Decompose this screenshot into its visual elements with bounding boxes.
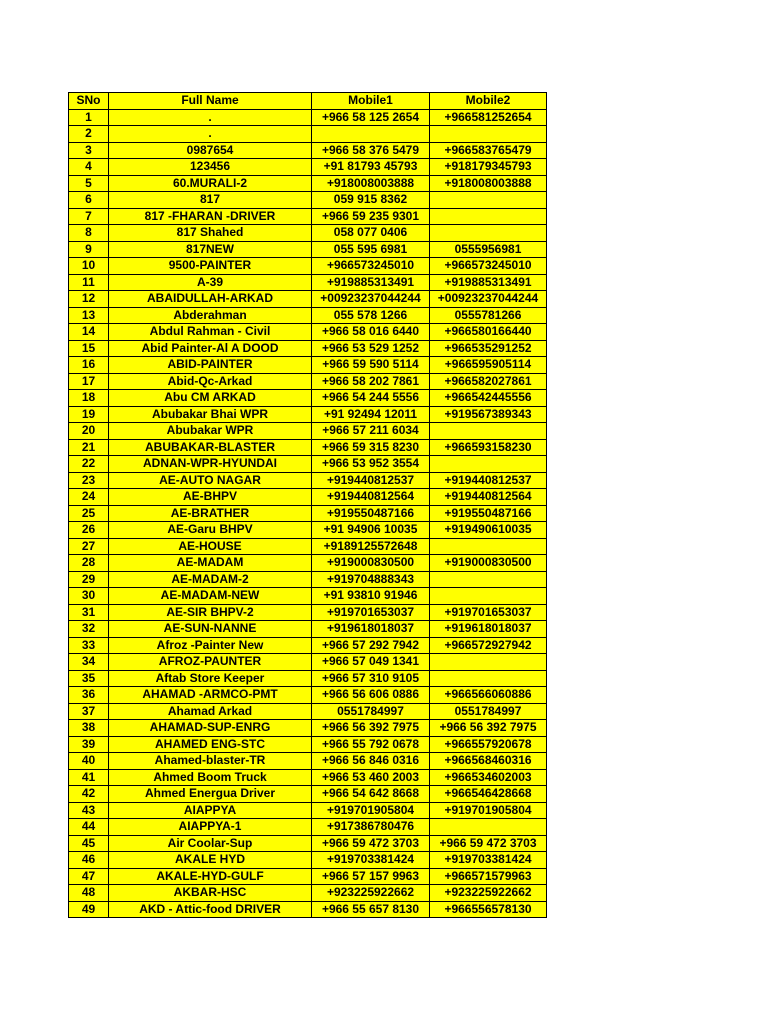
table-row xyxy=(69,588,547,605)
table-row xyxy=(69,604,547,621)
cell-sno: 35 xyxy=(69,670,109,687)
cell-full-name: Afroz -Painter New xyxy=(109,637,312,654)
cell-full-name: ADNAN-WPR-HYUNDAI xyxy=(109,456,312,473)
cell-mobile2: +919567389343 xyxy=(430,406,547,423)
cell-sno: 8 xyxy=(69,225,109,242)
cell-mobile1: +966573245010 xyxy=(312,258,430,275)
cell-mobile2: +919550487166 xyxy=(430,505,547,522)
cell-mobile1: 055 578 1266 xyxy=(312,307,430,324)
cell-full-name: AE-BRATHER xyxy=(109,505,312,522)
cell-sno: 12 xyxy=(69,291,109,308)
cell-full-name: AE-HOUSE xyxy=(109,538,312,555)
cell-mobile1: +00923237044244 xyxy=(312,291,430,308)
table-row xyxy=(69,538,547,555)
cell-mobile1: +966 59 472 3703 xyxy=(312,835,430,852)
cell-full-name: Abid-Qc-Arkad xyxy=(109,373,312,390)
table-row xyxy=(69,703,547,720)
cell-sno: 30 xyxy=(69,588,109,605)
cell-full-name: Abu CM ARKAD xyxy=(109,390,312,407)
cell-full-name: . xyxy=(109,109,312,126)
cell-mobile2: 0551784997 xyxy=(430,703,547,720)
cell-mobile2: +966535291252 xyxy=(430,340,547,357)
cell-mobile1: +966 53 529 1252 xyxy=(312,340,430,357)
cell-mobile1: +966 57 157 9963 xyxy=(312,868,430,885)
cell-mobile1: +91 92494 12011 xyxy=(312,406,430,423)
table-row xyxy=(69,456,547,473)
cell-full-name: AHAMAD-SUP-ENRG xyxy=(109,720,312,737)
cell-sno: 43 xyxy=(69,802,109,819)
table-row xyxy=(69,720,547,737)
cell-mobile1: +966 58 125 2654 xyxy=(312,109,430,126)
cell-full-name: 817NEW xyxy=(109,241,312,258)
cell-full-name: 123456 xyxy=(109,159,312,176)
cell-sno: 41 xyxy=(69,769,109,786)
cell-mobile2: +919440812564 xyxy=(430,489,547,506)
cell-mobile1: +919618018037 xyxy=(312,621,430,638)
table-row xyxy=(69,274,547,291)
table-row xyxy=(69,786,547,803)
cell-mobile2 xyxy=(430,538,547,555)
cell-full-name: AE-Garu BHPV xyxy=(109,522,312,539)
cell-sno: 18 xyxy=(69,390,109,407)
cell-mobile2: +919885313491 xyxy=(430,274,547,291)
table-row xyxy=(69,571,547,588)
cell-full-name: Ahmed Boom Truck xyxy=(109,769,312,786)
cell-sno: 47 xyxy=(69,868,109,885)
cell-mobile2: +966582027861 xyxy=(430,373,547,390)
cell-mobile2: +966557920678 xyxy=(430,736,547,753)
cell-sno: 13 xyxy=(69,307,109,324)
cell-sno: 17 xyxy=(69,373,109,390)
cell-mobile2: +966595905114 xyxy=(430,357,547,374)
cell-sno: 5 xyxy=(69,175,109,192)
table-row xyxy=(69,373,547,390)
cell-mobile2: +919703381424 xyxy=(430,852,547,869)
cell-sno: 24 xyxy=(69,489,109,506)
cell-mobile1: +917386780476 xyxy=(312,819,430,836)
cell-mobile2: 0555956981 xyxy=(430,241,547,258)
header-full-name: Full Name xyxy=(109,93,312,110)
cell-mobile2: +966573245010 xyxy=(430,258,547,275)
cell-mobile2: +966546428668 xyxy=(430,786,547,803)
cell-full-name: AE-AUTO NAGAR xyxy=(109,472,312,489)
table-row xyxy=(69,670,547,687)
cell-mobile2: +919490610035 xyxy=(430,522,547,539)
cell-mobile2: +919440812537 xyxy=(430,472,547,489)
table-row xyxy=(69,885,547,902)
cell-sno: 44 xyxy=(69,819,109,836)
cell-sno: 46 xyxy=(69,852,109,869)
cell-sno: 42 xyxy=(69,786,109,803)
table-row xyxy=(69,505,547,522)
cell-mobile1: +966 53 460 2003 xyxy=(312,769,430,786)
cell-sno: 26 xyxy=(69,522,109,539)
cell-mobile2: 0555781266 xyxy=(430,307,547,324)
cell-mobile1: +91 94906 10035 xyxy=(312,522,430,539)
cell-sno: 10 xyxy=(69,258,109,275)
cell-sno: 11 xyxy=(69,274,109,291)
cell-full-name: Abubakar WPR xyxy=(109,423,312,440)
cell-full-name: AFROZ-PAUNTER xyxy=(109,654,312,671)
cell-sno: 1 xyxy=(69,109,109,126)
cell-mobile2 xyxy=(430,588,547,605)
table-row xyxy=(69,175,547,192)
cell-sno: 15 xyxy=(69,340,109,357)
cell-mobile2: +966 59 472 3703 xyxy=(430,835,547,852)
cell-mobile1: +966 55 657 8130 xyxy=(312,901,430,918)
cell-mobile2: +966583765479 xyxy=(430,142,547,159)
cell-sno: 2 xyxy=(69,126,109,143)
cell-sno: 40 xyxy=(69,753,109,770)
table-row xyxy=(69,159,547,176)
cell-full-name: 0987654 xyxy=(109,142,312,159)
cell-sno: 38 xyxy=(69,720,109,737)
table-body xyxy=(69,109,547,918)
cell-sno: 4 xyxy=(69,159,109,176)
cell-mobile2 xyxy=(430,456,547,473)
cell-full-name: AKALE-HYD-GULF xyxy=(109,868,312,885)
table-row xyxy=(69,126,547,143)
cell-full-name: A-39 xyxy=(109,274,312,291)
cell-full-name: AKALE HYD xyxy=(109,852,312,869)
cell-mobile2 xyxy=(430,670,547,687)
cell-full-name: AE-SIR BHPV-2 xyxy=(109,604,312,621)
cell-full-name: AE-MADAM-2 xyxy=(109,571,312,588)
cell-sno: 16 xyxy=(69,357,109,374)
cell-full-name: AE-SUN-NANNE xyxy=(109,621,312,638)
table-row xyxy=(69,258,547,275)
cell-mobile1: +919440812564 xyxy=(312,489,430,506)
cell-full-name: 817 Shahed xyxy=(109,225,312,242)
cell-mobile2 xyxy=(430,192,547,209)
cell-mobile1: +966 56 392 7975 xyxy=(312,720,430,737)
cell-mobile2 xyxy=(430,126,547,143)
cell-mobile1: 0551784997 xyxy=(312,703,430,720)
table-header-row xyxy=(69,93,547,110)
cell-mobile1: +966 59 590 5114 xyxy=(312,357,430,374)
table-row xyxy=(69,621,547,638)
table-row xyxy=(69,109,547,126)
table-row xyxy=(69,819,547,836)
table-row xyxy=(69,406,547,423)
cell-sno: 21 xyxy=(69,439,109,456)
cell-sno: 6 xyxy=(69,192,109,209)
cell-sno: 14 xyxy=(69,324,109,341)
cell-mobile2 xyxy=(430,423,547,440)
table-row xyxy=(69,555,547,572)
cell-mobile1: +966 55 792 0678 xyxy=(312,736,430,753)
table-row xyxy=(69,522,547,539)
table-row xyxy=(69,472,547,489)
cell-full-name: AHAMAD -ARMCO-PMT xyxy=(109,687,312,704)
cell-sno: 25 xyxy=(69,505,109,522)
cell-mobile2: +966556578130 xyxy=(430,901,547,918)
cell-sno: 31 xyxy=(69,604,109,621)
cell-mobile1 xyxy=(312,126,430,143)
cell-mobile2: +966542445556 xyxy=(430,390,547,407)
cell-sno: 29 xyxy=(69,571,109,588)
cell-mobile1: +966 58 202 7861 xyxy=(312,373,430,390)
header-sno: SNo xyxy=(69,93,109,110)
cell-sno: 7 xyxy=(69,208,109,225)
cell-mobile1: +919701905804 xyxy=(312,802,430,819)
cell-mobile2 xyxy=(430,571,547,588)
table-row xyxy=(69,192,547,209)
cell-mobile2 xyxy=(430,654,547,671)
cell-mobile2: +919701653037 xyxy=(430,604,547,621)
cell-mobile1: +966 57 211 6034 xyxy=(312,423,430,440)
table-row xyxy=(69,769,547,786)
cell-mobile2: +966 56 392 7975 xyxy=(430,720,547,737)
cell-mobile1: +966 59 235 9301 xyxy=(312,208,430,225)
cell-full-name: ABUBAKAR-BLASTER xyxy=(109,439,312,456)
cell-full-name: AHAMED ENG-STC xyxy=(109,736,312,753)
cell-full-name: 9500-PAINTER xyxy=(109,258,312,275)
table-row xyxy=(69,753,547,770)
cell-sno: 39 xyxy=(69,736,109,753)
cell-full-name: Abid Painter-Al A DOOD xyxy=(109,340,312,357)
cell-mobile2: +966581252654 xyxy=(430,109,547,126)
table-row xyxy=(69,357,547,374)
cell-mobile2: +918179345793 xyxy=(430,159,547,176)
cell-sno: 20 xyxy=(69,423,109,440)
cell-full-name: ABID-PAINTER xyxy=(109,357,312,374)
cell-sno: 23 xyxy=(69,472,109,489)
table-row xyxy=(69,736,547,753)
cell-sno: 27 xyxy=(69,538,109,555)
table-row xyxy=(69,307,547,324)
cell-full-name: AIAPPYA-1 xyxy=(109,819,312,836)
cell-mobile2 xyxy=(430,208,547,225)
cell-mobile2: +966580166440 xyxy=(430,324,547,341)
table-row xyxy=(69,687,547,704)
cell-sno: 9 xyxy=(69,241,109,258)
cell-full-name: Abdul Rahman - Civil xyxy=(109,324,312,341)
cell-sno: 19 xyxy=(69,406,109,423)
cell-mobile1: +919703381424 xyxy=(312,852,430,869)
cell-full-name: AIAPPYA xyxy=(109,802,312,819)
cell-mobile2: +919701905804 xyxy=(430,802,547,819)
cell-mobile2: +966571579963 xyxy=(430,868,547,885)
cell-full-name: AE-BHPV xyxy=(109,489,312,506)
header-mobile1: Mobile1 xyxy=(312,93,430,110)
cell-mobile2: +966534602003 xyxy=(430,769,547,786)
cell-full-name: 817 -FHARAN -DRIVER xyxy=(109,208,312,225)
cell-mobile1: +919550487166 xyxy=(312,505,430,522)
table-row xyxy=(69,868,547,885)
table-row xyxy=(69,423,547,440)
table-row xyxy=(69,637,547,654)
table-row xyxy=(69,390,547,407)
cell-sno: 3 xyxy=(69,142,109,159)
cell-mobile1: 058 077 0406 xyxy=(312,225,430,242)
cell-mobile2: +923225922662 xyxy=(430,885,547,902)
cell-sno: 22 xyxy=(69,456,109,473)
contacts-table xyxy=(68,92,547,918)
cell-full-name: Aftab Store Keeper xyxy=(109,670,312,687)
cell-mobile1: 059 915 8362 xyxy=(312,192,430,209)
cell-mobile2: +966566060886 xyxy=(430,687,547,704)
cell-mobile2: +919618018037 xyxy=(430,621,547,638)
cell-mobile1: +966 57 292 7942 xyxy=(312,637,430,654)
cell-sno: 28 xyxy=(69,555,109,572)
cell-full-name: AE-MADAM xyxy=(109,555,312,572)
cell-full-name: Air Coolar-Sup xyxy=(109,835,312,852)
cell-mobile1: +966 57 310 9105 xyxy=(312,670,430,687)
cell-mobile1: +919701653037 xyxy=(312,604,430,621)
cell-mobile1: +919000830500 xyxy=(312,555,430,572)
cell-mobile2: +918008003888 xyxy=(430,175,547,192)
cell-full-name: ABAIDULLAH-ARKAD xyxy=(109,291,312,308)
cell-mobile2: +966568460316 xyxy=(430,753,547,770)
cell-mobile1: +91 93810 91946 xyxy=(312,588,430,605)
cell-full-name: Abubakar Bhai WPR xyxy=(109,406,312,423)
cell-sno: 36 xyxy=(69,687,109,704)
cell-mobile2: +966593158230 xyxy=(430,439,547,456)
cell-sno: 49 xyxy=(69,901,109,918)
cell-full-name: Abderahman xyxy=(109,307,312,324)
table-row xyxy=(69,835,547,852)
cell-mobile2: +00923237044244 xyxy=(430,291,547,308)
cell-mobile1: 055 595 6981 xyxy=(312,241,430,258)
header-mobile2: Mobile2 xyxy=(430,93,547,110)
cell-full-name: Ahmed Energua Driver xyxy=(109,786,312,803)
cell-mobile1: +966 58 376 5479 xyxy=(312,142,430,159)
cell-mobile2: +919000830500 xyxy=(430,555,547,572)
cell-mobile1: +966 59 315 8230 xyxy=(312,439,430,456)
table-row xyxy=(69,291,547,308)
cell-mobile1: +919885313491 xyxy=(312,274,430,291)
table-row xyxy=(69,225,547,242)
table-row xyxy=(69,654,547,671)
cell-mobile1: +91 81793 45793 xyxy=(312,159,430,176)
cell-mobile1: +966 57 049 1341 xyxy=(312,654,430,671)
table-row xyxy=(69,802,547,819)
table-row xyxy=(69,489,547,506)
table-row xyxy=(69,241,547,258)
table-row xyxy=(69,208,547,225)
cell-mobile1: +966 53 952 3554 xyxy=(312,456,430,473)
cell-sno: 48 xyxy=(69,885,109,902)
cell-full-name: 817 xyxy=(109,192,312,209)
cell-sno: 37 xyxy=(69,703,109,720)
cell-full-name: Ahamad Arkad xyxy=(109,703,312,720)
cell-mobile2: +966572927942 xyxy=(430,637,547,654)
cell-full-name: . xyxy=(109,126,312,143)
cell-full-name: AKD - Attic-food DRIVER xyxy=(109,901,312,918)
cell-sno: 32 xyxy=(69,621,109,638)
cell-mobile1: +918912557264​8 xyxy=(312,538,430,555)
table-row xyxy=(69,852,547,869)
table-row xyxy=(69,340,547,357)
cell-full-name: AE-MADAM-NEW xyxy=(109,588,312,605)
cell-sno: 34 xyxy=(69,654,109,671)
cell-full-name: Ahamed-blaster-TR xyxy=(109,753,312,770)
cell-mobile1: +966 58 016 6440 xyxy=(312,324,430,341)
cell-mobile2 xyxy=(430,225,547,242)
cell-mobile1: +919440812537 xyxy=(312,472,430,489)
cell-mobile1: +919704888343 xyxy=(312,571,430,588)
cell-mobile1: +966 54 642 8668 xyxy=(312,786,430,803)
table-row xyxy=(69,901,547,918)
table-row xyxy=(69,324,547,341)
cell-mobile2 xyxy=(430,819,547,836)
cell-sno: 33 xyxy=(69,637,109,654)
table-row xyxy=(69,142,547,159)
table-row xyxy=(69,439,547,456)
cell-full-name: 60.MURALI-2 xyxy=(109,175,312,192)
cell-mobile1: +966 54 244 5556 xyxy=(312,390,430,407)
cell-sno: 45 xyxy=(69,835,109,852)
cell-full-name: AKBAR-HSC xyxy=(109,885,312,902)
cell-mobile1: +918008003888 xyxy=(312,175,430,192)
cell-mobile1: +923225922662 xyxy=(312,885,430,902)
cell-mobile1: +966 56 606 0886 xyxy=(312,687,430,704)
cell-mobile1: +966 56 846 0316 xyxy=(312,753,430,770)
